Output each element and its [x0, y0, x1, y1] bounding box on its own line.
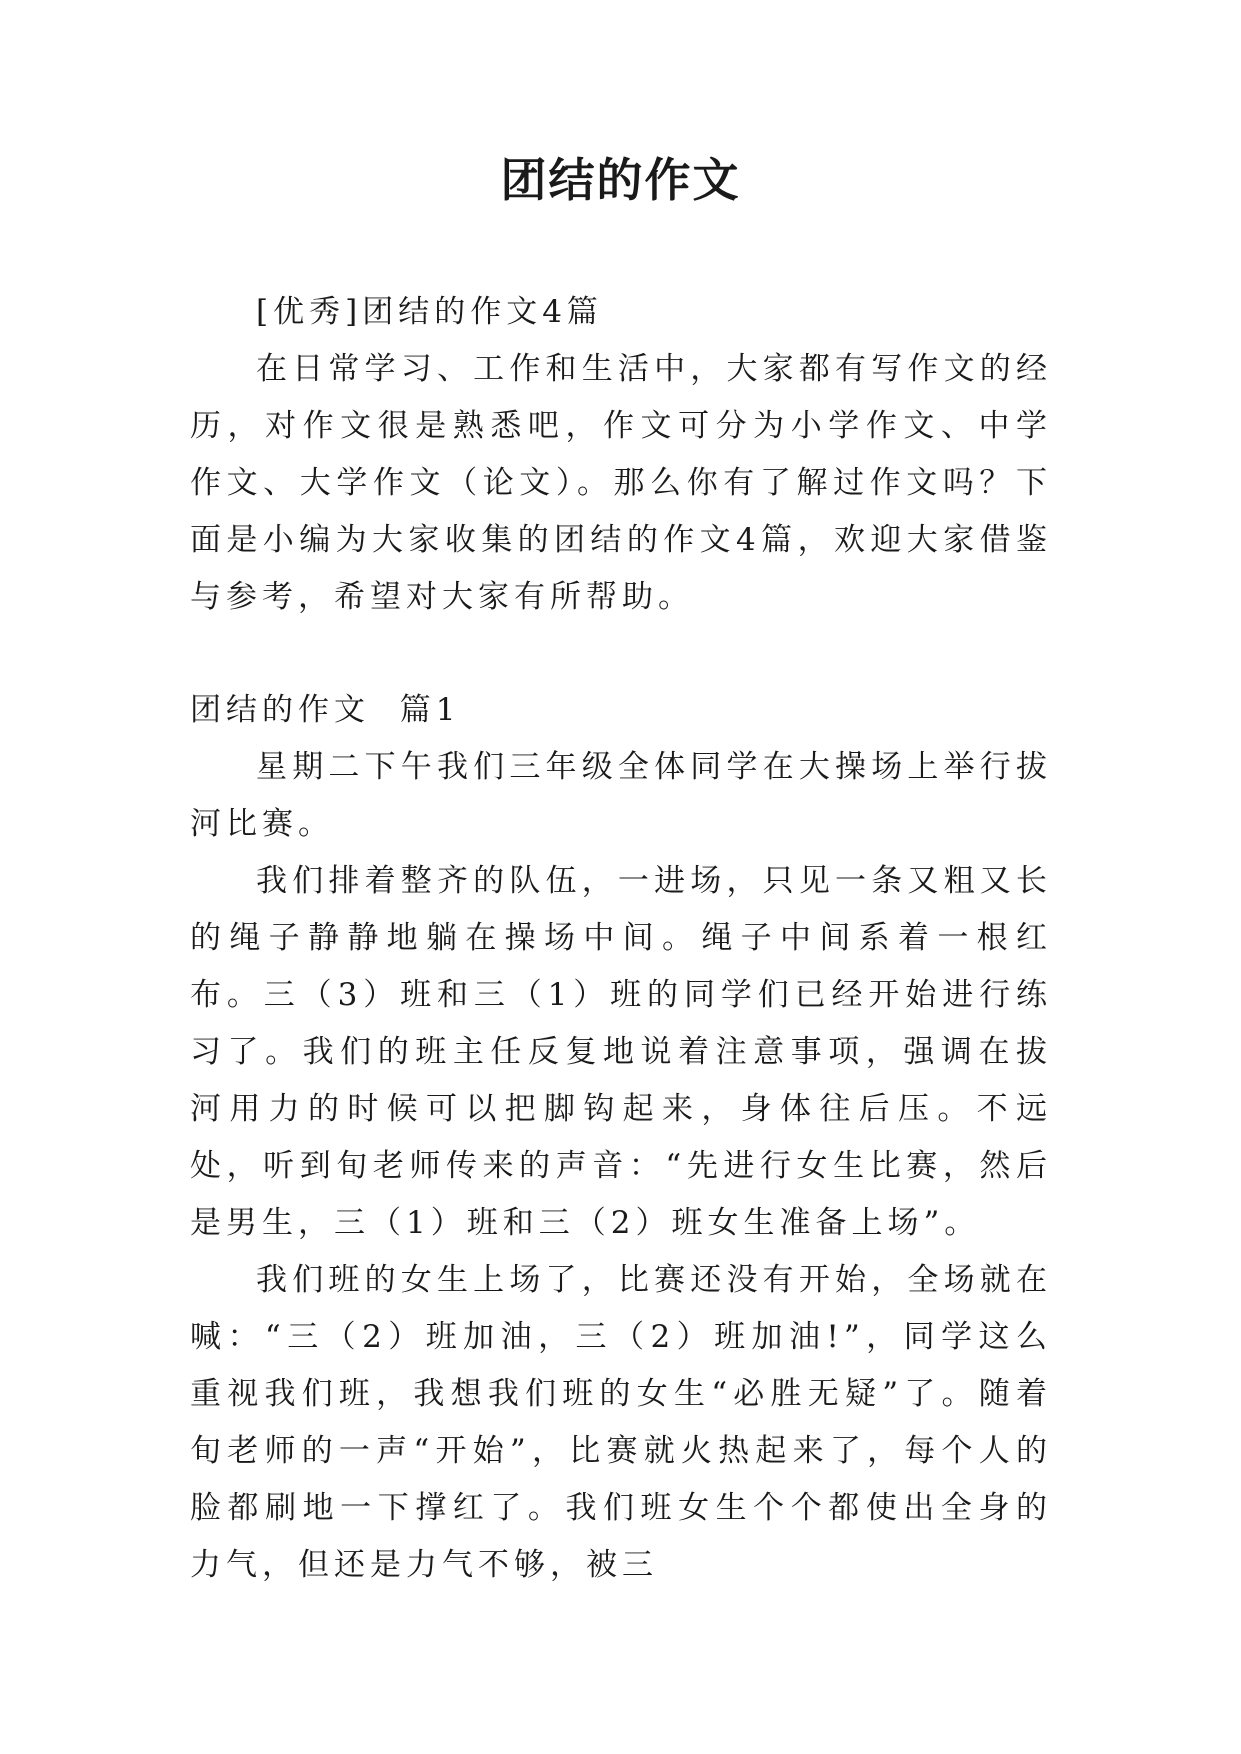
intro-line: [优秀]团结的作文4篇: [256, 294, 603, 330]
section-heading: 团结的作文 篇1: [190, 692, 461, 728]
document-body: [190, 284, 1052, 1594]
paragraph: 我们排着整齐的队伍，一进场，只见一条又粗又长的绳子静静地躺在操场中间。绳子中间系着一根红布。三（3）班和三（1）班的同学们已经开始进行练习了。我们的班主任反复地说着注意事项，强调在拔河用力的时候可以把脚钩起来，身体往后压。不远处，听到旬老师传来的声音：“先进行女生比赛，然后是男生，三（1）班和三（2）班女生准备上场”。: [190, 863, 1052, 1241]
section-spacer: [190, 626, 1052, 682]
paragraph: 星期二下午我们三年级全体同学在大操场上举行拔河比赛。: [190, 749, 1052, 842]
document-title: 团结的作文: [500, 153, 741, 207]
intro-paragraph: 在日常学习、工作和生活中，大家都有写作文的经历，对作文很是熟悉吧，作文可分为小学作文、中学作文、大学作文（论文）。那么你有了解过作文吗？下面是小编为大家收集的团结的作文4篇，欢迎大家借鉴与参考，希望对大家有所帮助。: [190, 351, 1052, 615]
paragraph: 我们班的女生上场了，比赛还没有开始，全场就在喊：“三（2）班加油，三（2）班加油!”，同学这么重视我们班，我想我们班的女生“必胜无疑”了。随着旬老师的一声“开始”，比赛就火热起来了，每个人的脸都刷地一下撑红了。我们班女生个个都使出全身的力气，但还是力气不够，被三: [190, 1262, 1052, 1583]
